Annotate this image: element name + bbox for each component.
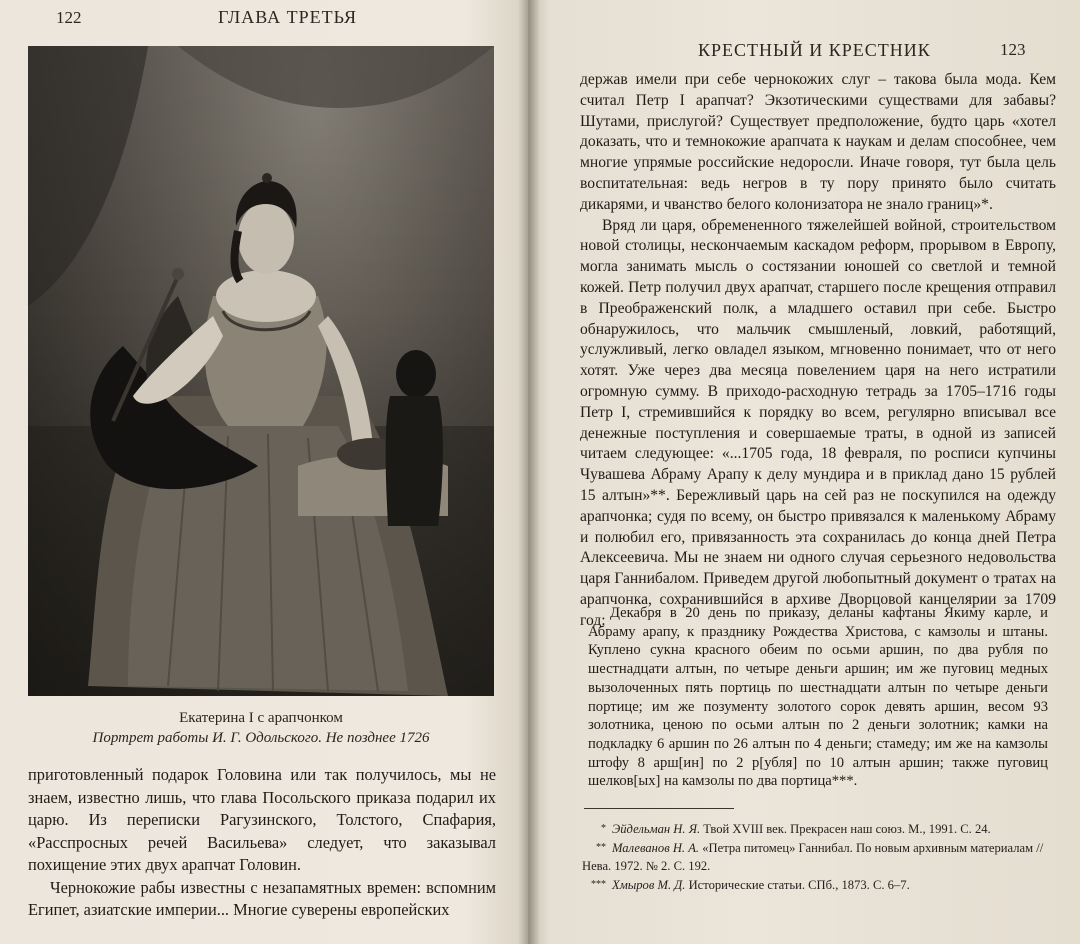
footnote-mark: * xyxy=(601,823,606,834)
archive-quote xyxy=(588,604,1048,791)
right-paragraph-1: держав имели при себе чернокожих слуг – такова была мода. Кем считал Петр I арапчат? Экзотическими существами для забавы? Шутами, прислугой? Существует предположение, будто царь «хотел доказать, что и темнокожие арапчата к наукам и делам способнее, чем многие упрямые российские недоросли. Иначе говоря, тут была цель воспитательная: ведь негров в ту пору принято было считать дикарями, и чванство белого колонизатора не знало границ»*. xyxy=(580,71,1056,213)
right-paragraph-2: Вряд ли царя, обремененного тяжелейшей войной, строительством новой столицы, нескончаемым каскадом реформ, прорывом в Европу, могла занимать мысль о состязании юношей со светлой и темной кожей. Петр получил двух арапчат, старшего после крещения отправил в Преображенский полк, а младшего оставил при себе. Быстро обнаружилось, что мальчик смышленый, ловкий, работящий, услужливый, легко овладел языком, мгновенно понимает, что от него хотят. Уже через два месяца повелением царя на него истратили огромную сумму. В приходо-расходную тетрадь за 1705–1716 годы Петр I, стремившийся к порядку во всем, регулярно вписывал все денежные поступления и совершаемые траты, в одной из записей читаем следующее: «...1705 года, 18 февраля, по росписи купчины Чувашева Абраму Арапу к делу мундира и в приклад дано 15 рублей 15 алтын»**. Бережливый царь на сей раз не поскупился на одежду арапчонка; судя по всему, он быстро привязался к маленькому Абраму и полюбил его, привязанность эта сохранилась до конца дней Петра Алексеевича. Мы не знаем ни одного случая серьезного недовольства царя Ганнибалом. Приведем другой любопытный документ о тратах на арапчонка, сохранившийся в архиве Дворцовой канцелярии за 1709 год: xyxy=(580,216,1056,629)
footnote-text: Твой XVIII век. Прекрасен наш союз. М., 1991. С. 24. xyxy=(700,822,991,836)
caption-title: Екатерина I с арапчонком xyxy=(179,710,343,726)
footnote-author: Малеванов Н. А. xyxy=(612,840,700,855)
footnotes xyxy=(582,820,1052,894)
left-paragraph-2: Чернокожие рабы известны с незапамятных времен: вспомним Египет, азиатские империи... Многие суверены европейских xyxy=(28,877,496,919)
portrait-image xyxy=(28,46,494,696)
quote-text: Декабря в 20 день по приказу, деланы кафтаны Якиму карле, и Абраму арапу, к празднику Рождества Христова, с камзолы и штаны. Куплено сукна красного обеим по осьми аршин, по два рубля по шестнадцати алтын, по четыре деньги аршин; им же пуговиц медных вызолоченных пять портиць по шестнадцати алтын по четыре деньги портице; им же позументу золотого сорок девять аршин, весом 93 золотника, ценою по осьми алтын по 2 деньги золотник; камки на подкладку 6 аршин по 26 алтын по 4 деньги; стамеду; им же на камзолы штофу 8 арш[ин] по 2 р[убля] по 10 алтын аршин; также пуговиц шелков[ых] на камзолы по два портица***. xyxy=(588,605,1048,790)
footnote-1 xyxy=(582,820,1052,839)
footnote-author: Эйдельман Н. Я. xyxy=(612,822,701,836)
right-body-text xyxy=(580,70,1056,632)
page-number-left: 122 xyxy=(56,8,82,27)
footnote-text: «Петра питомец» Ганнибал. По новым архивным материалам // Нева. 1972. № 2. С. 192. xyxy=(582,840,1044,873)
footnote-text: Исторические статьи. СПб., 1873. С. 6–7. xyxy=(685,877,910,892)
left-page xyxy=(0,0,528,944)
running-head-right: КРЕСТНЫЙ И КРЕСТНИК xyxy=(698,40,931,60)
caption-subtitle: Портрет работы И. Г. Одольского. Не позднее 1726 xyxy=(92,730,430,746)
footnote-mark: ** xyxy=(596,841,606,853)
footnote-3 xyxy=(582,876,1052,895)
portrait-illustration xyxy=(28,46,494,696)
running-head-left: ГЛАВА ТРЕТЬЯ xyxy=(218,7,358,27)
footnote-mark: *** xyxy=(591,878,606,890)
left-paragraph-1: приготовленный подарок Головина или так получилось, мы не знаем, известно лишь, что глава Посольского приказа подарил их царю. Из переписки Рагузинского, Толстого, Спафария, «Расспросных речей Васильева» следует, что заказывал похищение этих двух арапчат Головин. xyxy=(28,765,496,874)
book-gutter xyxy=(518,0,540,944)
footnote-author: Хмыров М. Д. xyxy=(612,877,686,892)
footnote-rule xyxy=(584,808,734,809)
footnote-2 xyxy=(582,839,1052,876)
left-body-text xyxy=(28,764,496,922)
page-number-right: 123 xyxy=(1000,40,1026,59)
